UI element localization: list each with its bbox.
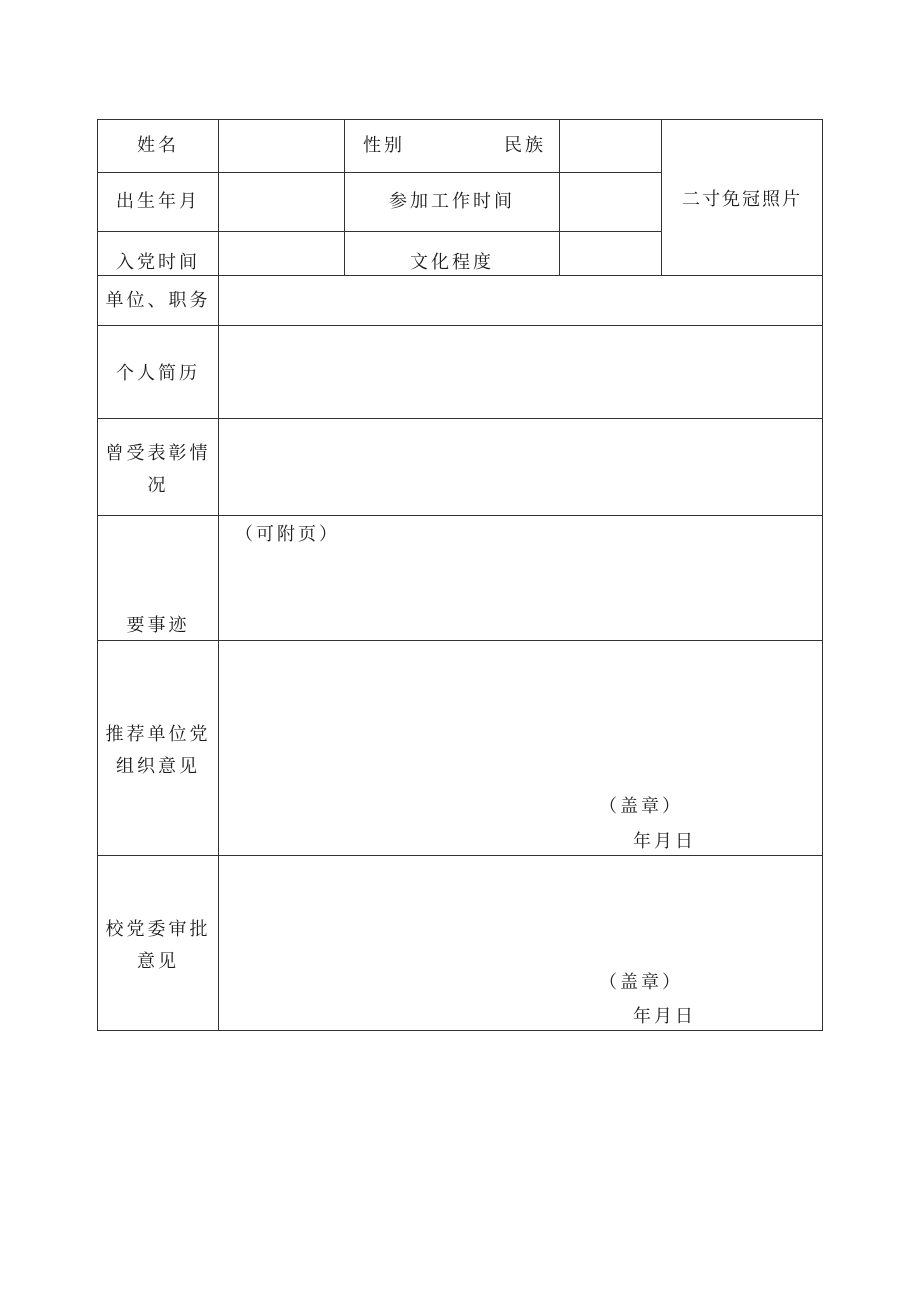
education-label: 文化程度 — [410, 252, 494, 273]
recommend-date: 年月日 — [633, 831, 696, 852]
table-border-bottom — [97, 1030, 823, 1031]
ethnicity-label: 民族 — [504, 135, 546, 156]
deeds-label: 要事迹 — [126, 615, 190, 636]
row-line-2 — [97, 231, 662, 232]
row-line-1 — [97, 172, 662, 173]
party-join-label: 入党时间 — [116, 252, 200, 273]
table-border-right — [822, 119, 823, 1031]
approval-label-line1: 校党委审批 — [105, 919, 211, 940]
row-line-6 — [97, 515, 823, 516]
label-column-divider — [218, 119, 219, 1031]
row-line-7 — [97, 640, 823, 641]
recommend-label-line1: 推荐单位党 — [105, 724, 211, 745]
top-divider-1 — [344, 119, 345, 276]
approval-date: 年月日 — [633, 1006, 696, 1027]
photo-label: 二寸免冠照片 — [682, 189, 802, 210]
row-line-8 — [97, 855, 823, 856]
work-start-label: 参加工作时间 — [389, 191, 515, 212]
gender-label: 性别 — [363, 135, 405, 156]
name-label: 姓名 — [137, 135, 179, 156]
recommend-label-line2: 组织意见 — [116, 756, 200, 777]
unit-position-label: 单位、职务 — [105, 290, 211, 311]
top-divider-2 — [559, 119, 560, 276]
resume-label: 个人简历 — [116, 363, 200, 384]
application-form-table — [97, 119, 823, 1031]
table-border-left — [97, 119, 98, 1031]
approval-seal: （盖章） — [599, 972, 683, 993]
recommend-seal: （盖章） — [599, 796, 683, 817]
honors-label-line2: 况 — [147, 475, 169, 496]
table-border-top — [97, 119, 823, 120]
birth-label: 出生年月 — [116, 191, 200, 212]
honors-label-line1: 曾受表彰情 — [105, 443, 211, 464]
row-line-5 — [97, 418, 823, 419]
top-divider-3 — [661, 119, 662, 276]
deeds-note: （可附页） — [235, 524, 340, 545]
row-line-4 — [97, 325, 823, 326]
approval-label-line2: 意见 — [137, 951, 179, 972]
